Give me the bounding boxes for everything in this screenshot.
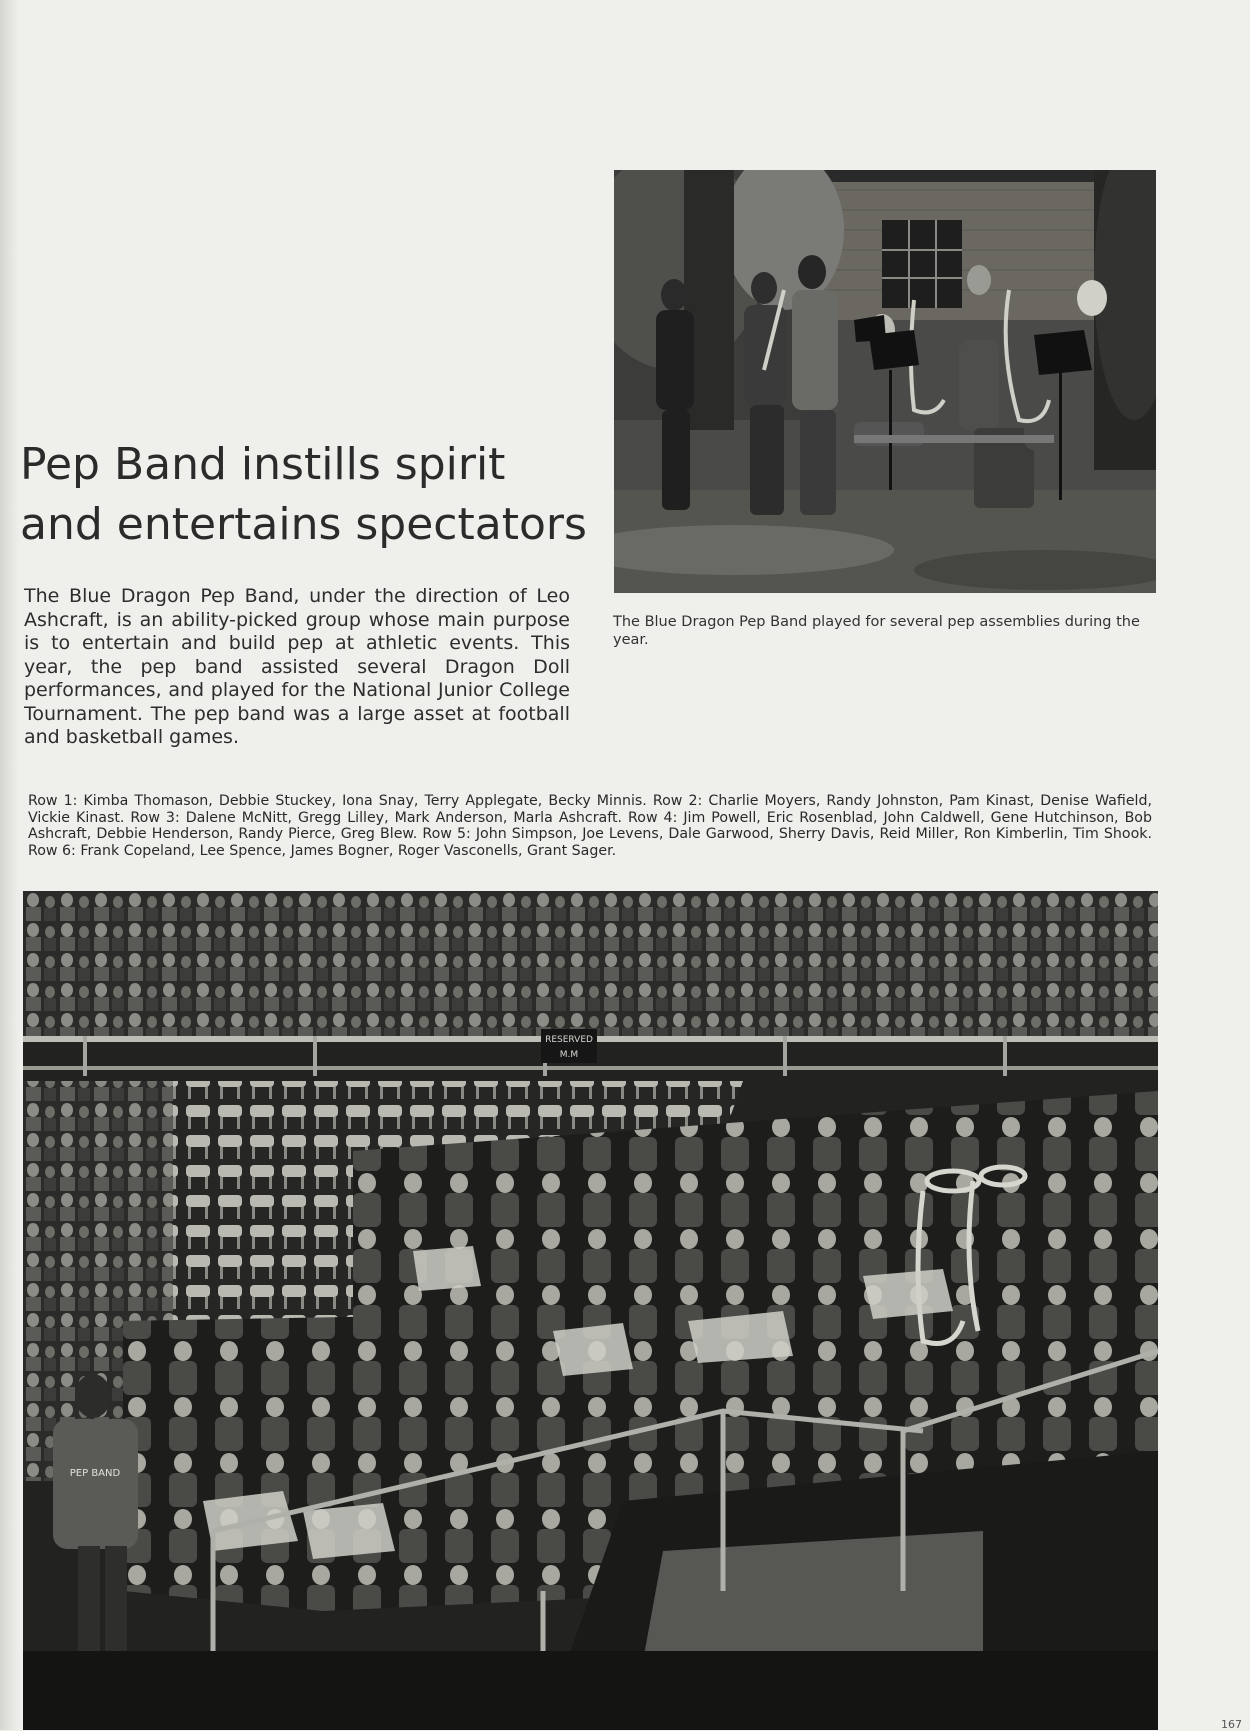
director-shirt-text: PEP BAND xyxy=(69,1468,121,1479)
headline-line-1: Pep Band instills spirit xyxy=(20,439,506,490)
outdoor-band-photo xyxy=(614,170,1156,593)
gym-band-photo xyxy=(23,891,1158,1730)
binding-gutter xyxy=(0,0,20,1730)
headline-line-2: and entertains spectators xyxy=(20,499,587,550)
reserved-sign-initials: M.M xyxy=(559,1050,579,1060)
roster-caption: Row 1: Kimba Thomason, Debbie Stuckey, Iona Snay, Terry Applegate, Becky Minnis. Row 2: Charlie Moyers, Randy Johnston, Pam Kinast, Denise Wafield, Vickie Kinast. Row 3: Dalene McNitt, Gregg Lilley, Mark Anderson, Marla Ashcraft. Row 4: Jim Powell, Eric Rosenblad, John Caldwell, Gene Hutchinson, Bob Ashcraft, Debbie Henderson, Randy Pierce, Greg Blew. Row 5: John Simpson, Joe Levens, Dale Garwood, Sherry Davis, Reid Miller, Ron Kimberlin, Tim Shook. Row 6: Frank Copeland, Lee Spence, James Bogner, Roger Vasconells, Grant Sager. xyxy=(28,793,1152,859)
top-photo-caption: The Blue Dragon Pep Band played for several pep assemblies during the year. xyxy=(613,614,1140,648)
gym-band-photo-art xyxy=(23,891,1158,1730)
page-headline xyxy=(20,435,610,555)
page-number: 167 xyxy=(1221,1718,1242,1731)
intro-paragraph: The Blue Dragon Pep Band, under the direction of Leo Ashcraft, is an ability-picked group whose main purpose is to entertain and build pep at athletic events. This year, the pep band assisted several Dragon Doll performances, and played for the National Junior College Tournament. The pep band was a large asset at football and basketball games. xyxy=(24,585,570,748)
reserved-sign-text: RESERVED xyxy=(545,1035,593,1045)
outdoor-band-photo-art xyxy=(614,170,1156,593)
